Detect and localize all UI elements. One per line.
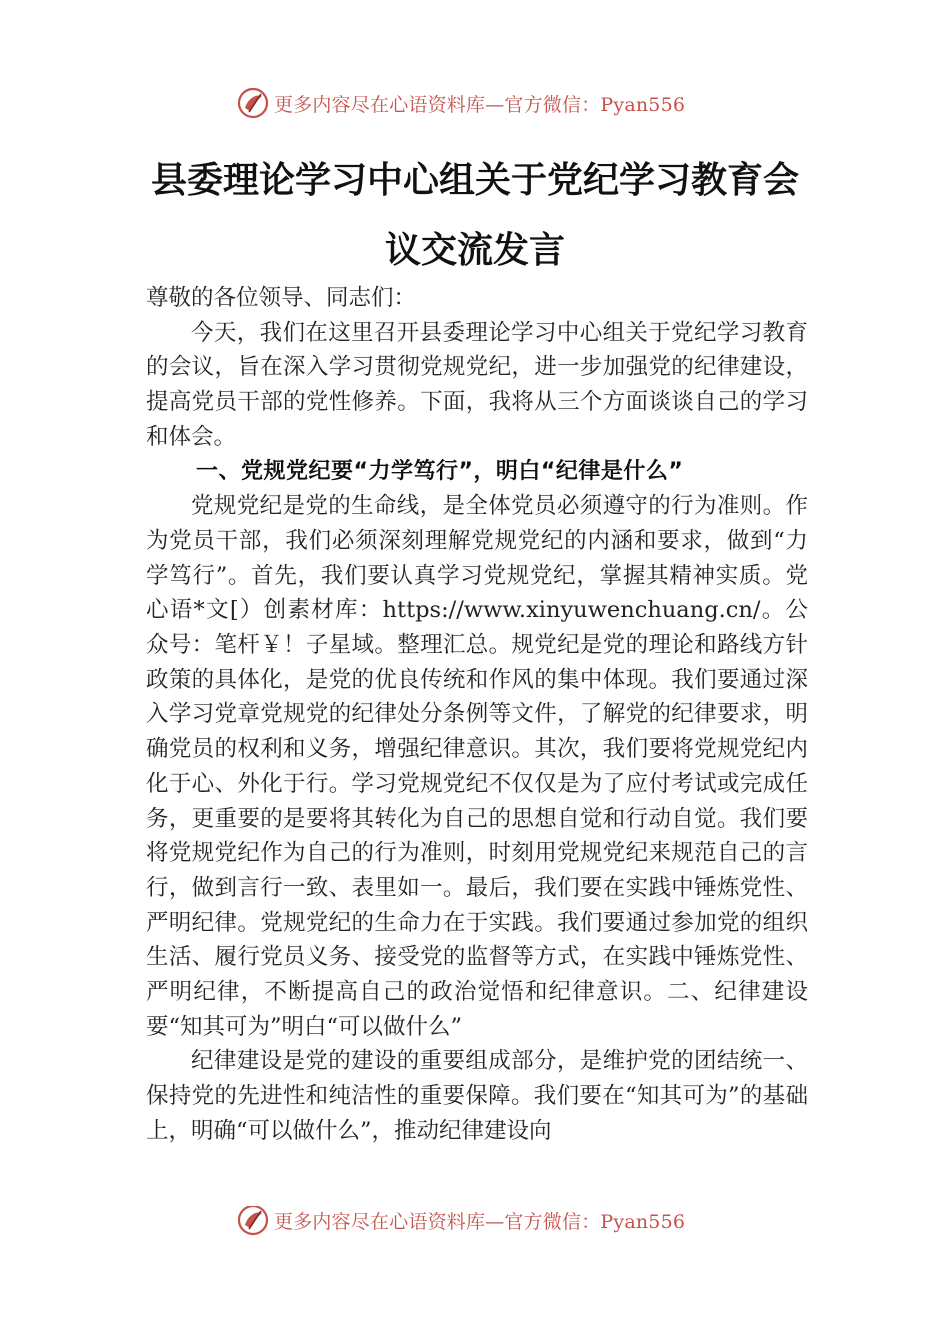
watermark-banner-bottom	[236, 1206, 736, 1236]
document-title-line-1: 县委理论学习中心组关于党纪学习教育会	[150, 159, 799, 201]
paragraph-section-1: 党规党纪是党的生命线，是全体党员必须遵守的行为准则。作为党员干部，我们必须深刻理解党规党纪的内涵和要求，做到“力学笃行”。首先，我们要认真学习党规党纪，掌握其精神实质。党心语*文[）创素材库：https://www.xinyuwenchuang.cn/。公众号：笔杆￥！子星域。整理汇总。规党纪是党的理论和路线方针政策的具体化，是党的优良传统和作风的集中体现。我们要通过深入学习党章党规党的纪律处分条例等文件，了解党的纪律要求，明确党员的权利和义务，增强纪律意识。其次，我们要将党规党纪内化于心、外化于行。学习党规党纪不仅仅是为了应付考试或完成任务，更重要的是要将其转化为自己的思想自觉和行动自觉。我们要将党规党纪作为自己的行为准则，时刻用党规党纪来规范自己的言行，做到言行一致、表里如一。最后，我们要在实践中锤炼党性、严明纪律。党规党纪的生命力在于实践。我们要通过参加党的组织生活、履行党员义务、接受党的监督等方式，在实践中锤炼党性、严明纪律，不断提高自己的政治觉悟和纪律意识。二、纪律建设要“知其可为”明白“可以做什么”	[146, 493, 808, 1040]
watermark-text: 更多内容尽在心语资料库—官方微信：Pyan556	[274, 93, 686, 116]
watermark-banner-top	[236, 85, 736, 121]
red-seal-logo-icon	[236, 86, 270, 120]
red-seal-logo-icon	[236, 1206, 270, 1236]
paragraph-intro: 今天，我们在这里召开县委理论学习中心组关于党纪学习教育的会议，旨在深入学习贯彻党规党纪，进一步加强党的纪律建设，提高党员干部的党性修养。下面，我将从三个方面谈谈自己的学习和体会。	[146, 319, 808, 450]
document-title-line-2: 议交流发言	[384, 229, 565, 271]
paragraph-section-2: 纪律建设是党的建设的重要组成部分，是维护党的团结统一、保持党的先进性和纯洁性的重要保障。我们要在“知其可为”的基础上，明确“可以做什么”，推动纪律建设向	[146, 1048, 808, 1144]
salutation: 尊敬的各位领导、同志们：	[146, 285, 417, 311]
document-body	[146, 281, 808, 1215]
section-heading-1: 一、党规党纪要“力学笃行”，明白“纪律是什么”	[196, 458, 684, 484]
watermark-text: 更多内容尽在心语资料库—官方微信：Pyan556	[274, 1210, 686, 1233]
